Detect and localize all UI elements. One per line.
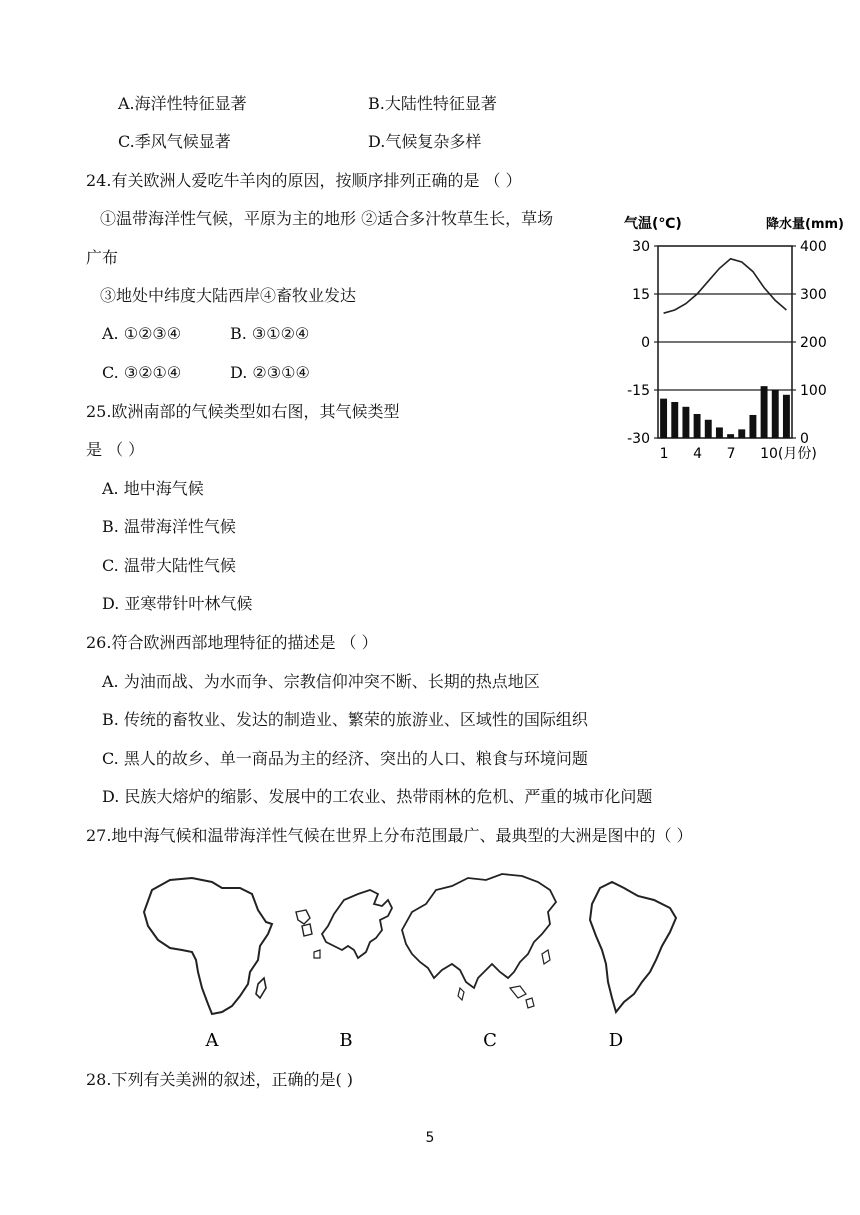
- q25-option-a: A. 地中海气候: [102, 479, 204, 498]
- precipitation-tick-label: 400: [800, 239, 827, 255]
- q23-option-d: D.气候复杂多样: [368, 132, 482, 151]
- q26-option-c: C. 黑人的故乡、单一商品为主的经济、突出的人口、粮食与环境问题: [102, 749, 588, 768]
- map-label-c: C: [483, 1030, 497, 1051]
- q28-stem: 28.下列有关美洲的叙述，正确的是( ): [86, 1070, 354, 1089]
- q25-option-b: B. 温带海洋性气候: [102, 517, 236, 536]
- precipitation-bar: [694, 414, 701, 438]
- month-tick-label: 1: [659, 446, 669, 462]
- continent-maps: [130, 860, 690, 1060]
- q25-stem-line2: 是 （ ）: [86, 440, 145, 459]
- climate-chart-svg: [620, 208, 860, 480]
- precipitation-bar: [738, 429, 745, 438]
- continent-maps-svg: [130, 860, 690, 1060]
- map-label-b: B: [339, 1030, 353, 1051]
- temperature-tick-label: 15: [632, 287, 650, 303]
- eurasia-map: [402, 874, 556, 1008]
- q25-option-c: C. 温带大陆性气候: [102, 556, 236, 575]
- precipitation-bar: [716, 427, 723, 438]
- q26-option-d: D. 民族大熔炉的缩影、发展中的工农业、热带雨林的危机、严重的城市化问题: [102, 787, 653, 806]
- map-label-d: D: [608, 1030, 624, 1051]
- month-tick-label: 4: [693, 446, 703, 462]
- q24-option-d: D. ②③①④: [230, 363, 310, 382]
- temperature-line: [664, 259, 787, 313]
- precipitation-tick-label: 200: [800, 335, 827, 351]
- temperature-axis-label: 气温(℃): [624, 216, 682, 232]
- map-label-a: A: [205, 1030, 219, 1051]
- q24-option-c: C. ③②①④: [102, 363, 182, 382]
- africa-map: [144, 878, 272, 1014]
- q27-stem: 27.地中海气候和温带海洋性气候在世界上分布范围最广、最典型的大洲是图中的（ ）: [86, 826, 693, 845]
- south-america-map: [590, 882, 676, 1012]
- europe-map: [296, 890, 392, 958]
- temperature-tick-label: -30: [627, 431, 650, 447]
- temperature-tick-label: -15: [627, 383, 650, 399]
- precipitation-bar: [671, 402, 678, 438]
- precipitation-bar: [705, 420, 712, 438]
- q23-option-a: A.海洋性特征显著: [118, 94, 247, 113]
- q26-option-b: B. 传统的畜牧业、发达的制造业、繁荣的旅游业、区域性的国际组织: [102, 710, 588, 729]
- q24-option-b: B. ③①②④: [230, 324, 310, 343]
- precipitation-bar: [682, 407, 689, 438]
- q24-stem: 24.有关欧洲人爱吃牛羊肉的原因，按顺序排列正确的是 （ ）: [86, 171, 522, 190]
- q24-item-line1: ①温带海洋性气候，平原为主的地形 ②适合多汁牧草生长，草场: [100, 209, 554, 228]
- precipitation-bar: [772, 390, 779, 438]
- temperature-tick-label: 0: [641, 335, 650, 351]
- climate-chart: [620, 208, 860, 480]
- precipitation-axis-label: 降水量(mm): [766, 217, 844, 232]
- precipitation-tick-label: 0: [800, 431, 809, 447]
- q23-option-c: C.季风气候显著: [118, 132, 231, 151]
- precipitation-bar: [727, 434, 734, 438]
- precipitation-tick-label: 100: [800, 383, 827, 399]
- q26-option-a: A. 为油而战、为水而争、宗教信仰冲突不断、长期的热点地区: [102, 672, 540, 691]
- q25-option-d: D. 亚寒带针叶林气候: [102, 594, 253, 613]
- temperature-tick-label: 30: [632, 239, 650, 255]
- q25-stem-line1: 25.欧洲南部的气候类型如右图，其气候类型: [86, 402, 400, 421]
- month-tick-label: 10(月份): [760, 446, 817, 462]
- precipitation-bar: [660, 399, 667, 438]
- precipitation-bar: [761, 386, 768, 438]
- precipitation-tick-label: 300: [800, 287, 827, 303]
- q24-option-a: A. ①②③④: [102, 324, 182, 343]
- precipitation-bar: [749, 415, 756, 438]
- month-tick-label: 7: [726, 446, 736, 462]
- q24-item-line2: 广布: [86, 248, 119, 267]
- q24-item-line3: ③地处中纬度大陆西岸④畜牧业发达: [100, 286, 357, 305]
- q23-option-b: B.大陆性特征显著: [368, 94, 497, 113]
- page-number: 5: [425, 1130, 435, 1146]
- precipitation-bar: [783, 395, 790, 438]
- q26-stem: 26.符合欧洲西部地理特征的描述是 （ ）: [86, 633, 378, 652]
